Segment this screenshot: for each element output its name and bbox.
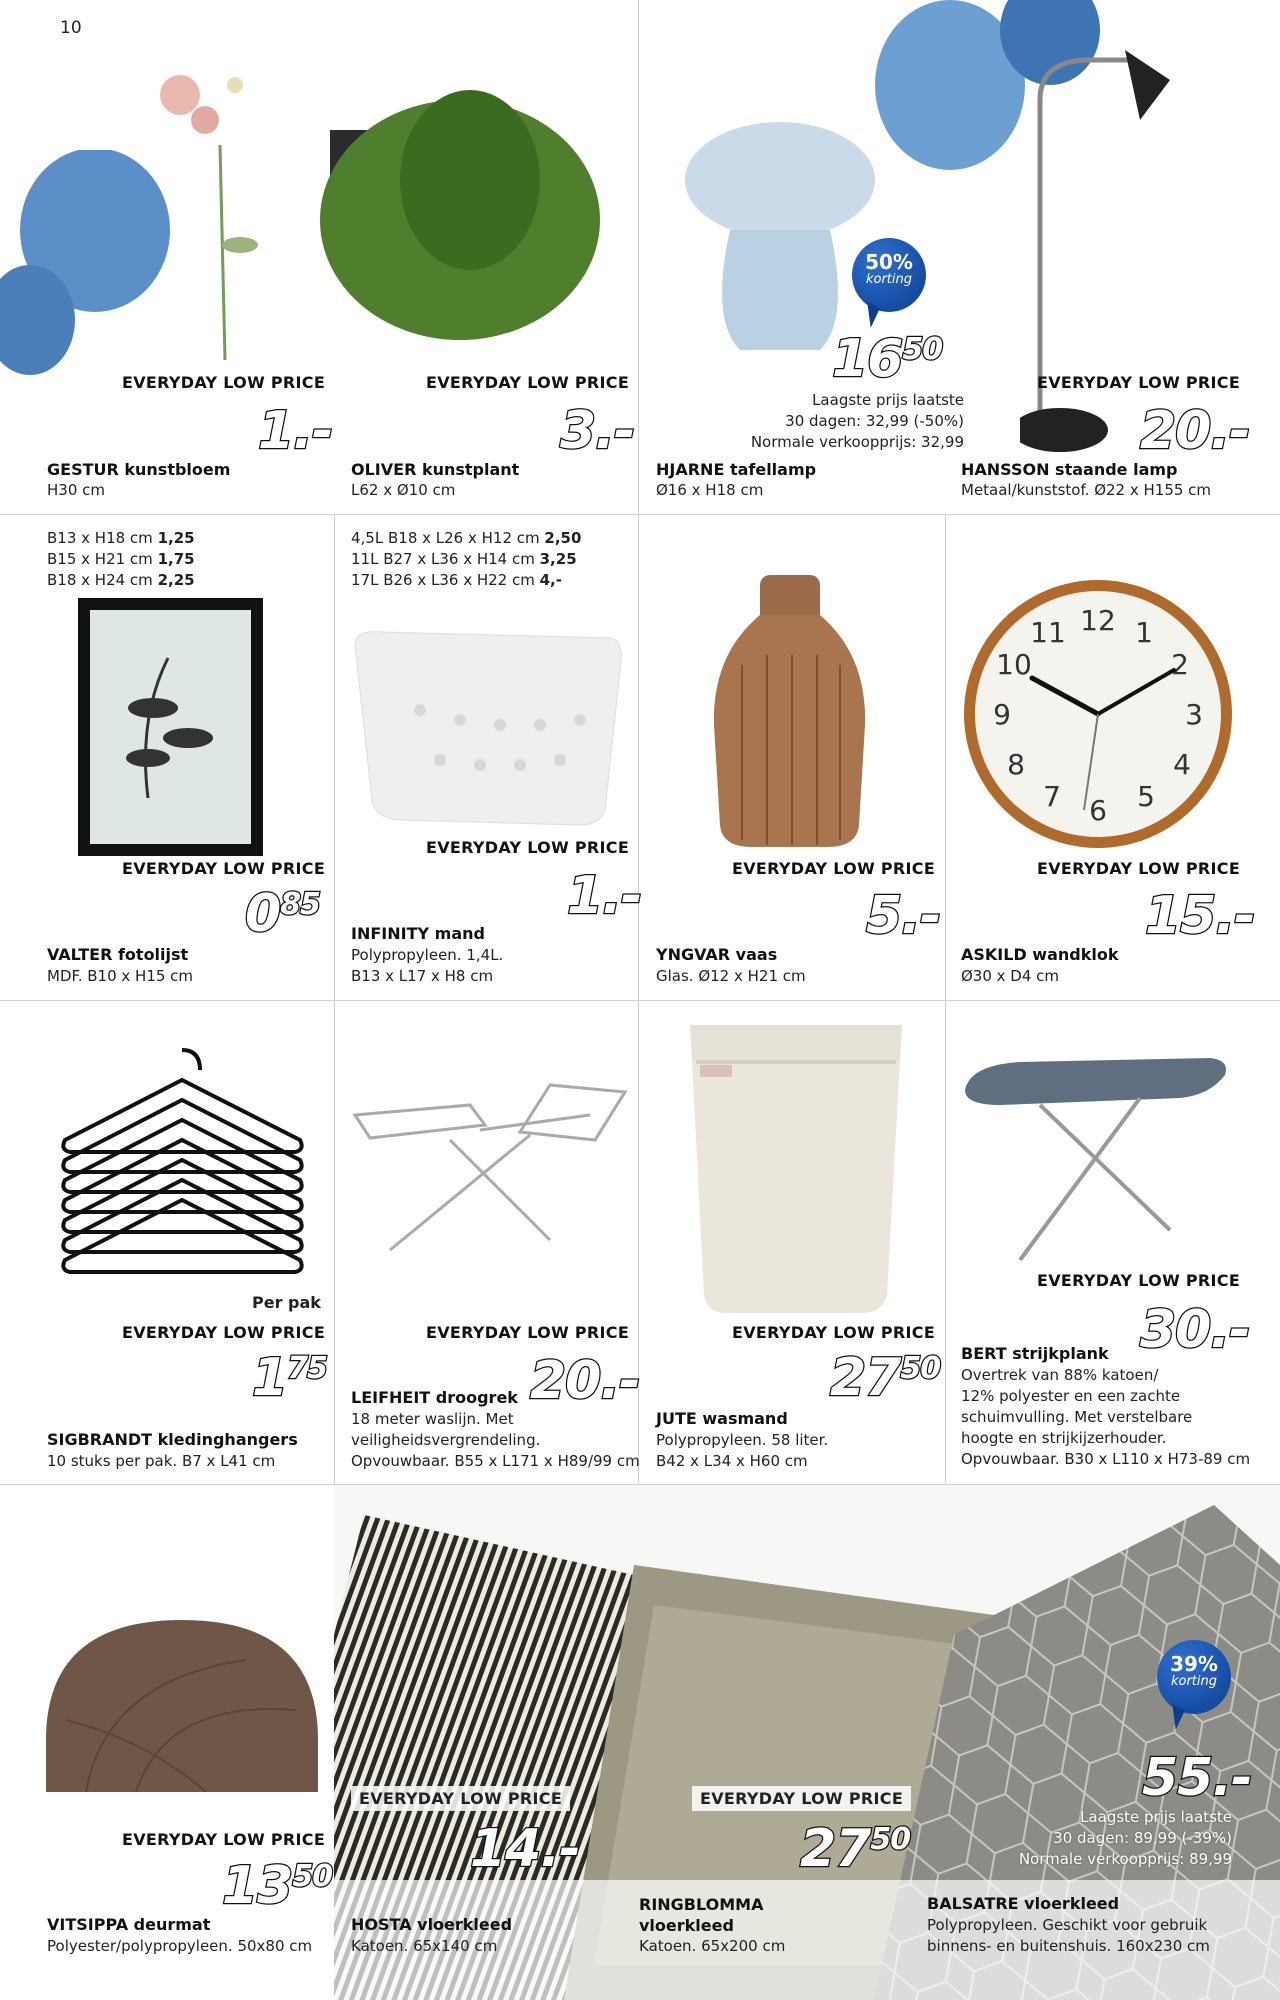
divider	[0, 514, 1280, 515]
product-description: Polyester/polypropyleen. 50x80 cm	[47, 1937, 313, 1955]
product-name: HOSTA vloerkleed	[351, 1915, 513, 1934]
everyday-low-price-label: EVERYDAY LOW PRICE	[426, 1323, 630, 1342]
everyday-low-price-label: EVERYDAY LOW PRICE	[1037, 859, 1241, 878]
artificial-flower-image	[135, 65, 265, 365]
price: 1.-	[258, 401, 333, 461]
product-description: Katoen. 65x200 cm	[639, 1937, 786, 1955]
discount-badge: 39% korting	[1157, 1640, 1231, 1714]
product-name: VALTER fotolijst	[47, 945, 189, 964]
product-description: Polypropyleen. 58 liter. B42 x L34 x H60 cm	[656, 1431, 829, 1470]
svg-text:2: 2	[1171, 648, 1189, 681]
everyday-low-price-label: EVERYDAY LOW PRICE	[122, 859, 326, 878]
everyday-low-price-label: EVERYDAY LOW PRICE	[426, 373, 630, 392]
laundry-basket-image	[682, 1025, 907, 1315]
everyday-low-price-label: EVERYDAY LOW PRICE	[351, 1786, 570, 1811]
price: $1^{75}$	[252, 1348, 327, 1408]
svg-text:4: 4	[1173, 748, 1191, 781]
everyday-low-price-label: EVERYDAY LOW PRICE	[692, 1786, 911, 1811]
product-description: Metaal/kunststof. Ø22 x H155 cm	[961, 481, 1212, 499]
product-name: HJARNE tafellamp	[656, 460, 817, 479]
clothes-hangers-image	[60, 1040, 305, 1290]
product-description: Overtrek van 88% katoen/ 12% polyester en een zachte schuimvulling. Met verstelbare hoogte en strijkijzerhouder. Opvouwbaar. B30 x L110 x H73-89 cm	[961, 1366, 1251, 1468]
divider	[0, 1000, 1280, 1001]
svg-text:9: 9	[993, 698, 1011, 731]
product-name: LEIFHEIT droogrek	[351, 1388, 518, 1407]
product-description: 18 meter waslijn. Met veiligheidsvergrendeling. Opvouwbaar. B55 x L171 x H89/99 cm	[351, 1410, 640, 1470]
price: $13^{50}$	[222, 1856, 333, 1916]
product-name: VITSIPPA deurmat	[47, 1915, 211, 1934]
ironing-board-image	[960, 1050, 1235, 1270]
product-description: Polypropyleen. 1,4L. B13 x L17 x H8 cm	[351, 946, 504, 985]
price: 1.-	[567, 866, 642, 926]
product-name: RINGBLOMMA vloerkleed	[639, 1895, 764, 1935]
product-description: L62 x Ø10 cm	[351, 481, 456, 499]
product-description: MDF. B10 x H15 cm	[47, 967, 194, 985]
divider	[638, 0, 639, 514]
everyday-low-price-label: EVERYDAY LOW PRICE	[122, 1830, 326, 1849]
vase-image	[712, 575, 867, 850]
price: 20.-	[530, 1351, 640, 1411]
product-description: Glas. Ø12 x H21 cm	[656, 967, 806, 985]
product-name: HANSSON staande lamp	[961, 460, 1178, 479]
storage-basket-image	[350, 630, 625, 830]
everyday-low-price-label: EVERYDAY LOW PRICE	[122, 373, 326, 392]
divider	[638, 514, 639, 1484]
size-price-list: B13 x H18 cm 1,25 B15 x H21 cm 1,75 B18 x H24 cm 2,25	[47, 529, 195, 589]
product-name: BERT strijkplank	[961, 1344, 1109, 1363]
discount-badge: 50% korting	[852, 238, 926, 312]
price: 30.-	[1140, 1300, 1250, 1360]
svg-text:3: 3	[1185, 698, 1203, 731]
everyday-low-price-label: EVERYDAY LOW PRICE	[122, 1323, 326, 1342]
artificial-plant-image	[310, 50, 620, 360]
price: $27^{50}$	[800, 1819, 911, 1879]
svg-text:12: 12	[1080, 604, 1116, 637]
everyday-low-price-label: EVERYDAY LOW PRICE	[732, 1323, 936, 1342]
svg-text:11: 11	[1030, 616, 1066, 649]
product-name: BALSATRE vloerkleed	[927, 1894, 1120, 1913]
price: $0^{85}$	[245, 884, 320, 944]
everyday-low-price-label: EVERYDAY LOW PRICE	[1037, 373, 1241, 392]
doormat-image	[46, 1620, 318, 1792]
product-name: GESTUR kunstbloem	[47, 460, 231, 479]
product-description: Ø30 x D4 cm	[961, 967, 1060, 985]
price-note: Laagste prijs laatste 30 dagen: 89,99 (-39%) Normale verkoopprijs: 89,99	[1018, 1808, 1232, 1868]
drying-rack-image	[350, 1080, 630, 1260]
per-pack-label: Per pak	[252, 1293, 321, 1312]
everyday-low-price-label: EVERYDAY LOW PRICE	[1037, 1271, 1241, 1290]
svg-text:7: 7	[1043, 780, 1061, 813]
everyday-low-price-label: EVERYDAY LOW PRICE	[426, 838, 630, 857]
svg-text:10: 10	[996, 648, 1032, 681]
product-name: SIGBRANDT kledinghangers	[47, 1430, 298, 1449]
product-name: JUTE wasmand	[656, 1409, 788, 1428]
photo-frame-image	[78, 598, 263, 856]
product-description: Ø16 x H18 cm	[656, 481, 764, 499]
floor-lamp-image	[1020, 40, 1180, 460]
product-description: 10 stuks per pak. B7 x L41 cm	[47, 1452, 276, 1470]
product-description: H30 cm	[47, 481, 105, 499]
price: 20.-	[1140, 401, 1250, 461]
everyday-low-price-label: EVERYDAY LOW PRICE	[732, 859, 936, 878]
product-name: OLIVER kunstplant	[351, 460, 520, 479]
svg-text:5: 5	[1137, 780, 1155, 813]
product-description: Katoen. 65x140 cm	[351, 1937, 498, 1955]
svg-text:1: 1	[1135, 616, 1153, 649]
price: 55.-	[1142, 1748, 1252, 1808]
price: $16^{50}$	[832, 329, 943, 389]
svg-text:8: 8	[1007, 748, 1025, 781]
price: 15.-	[1145, 886, 1255, 946]
svg-text:6: 6	[1089, 794, 1107, 827]
page-number: 10	[60, 18, 82, 38]
price: 3.-	[560, 401, 635, 461]
divider	[945, 514, 946, 1484]
wall-clock-image	[962, 578, 1234, 850]
price-note: Laagste prijs laatste 30 dagen: 32,99 (-50%) Normale verkoopprijs: 32,99	[750, 391, 964, 451]
price: 14.-	[470, 1819, 580, 1879]
price: $27^{50}$	[830, 1348, 941, 1408]
product-description: Polypropyleen. Geschikt voor gebruik binnens- en buitenshuis. 160x230 cm	[927, 1916, 1210, 1955]
price: 5.-	[866, 886, 941, 946]
product-name: YNGVAR vaas	[656, 945, 778, 964]
product-name: INFINITY mand	[351, 924, 485, 943]
size-price-list: 4,5L B18 x L26 x H12 cm 2,50 11L B27 x L36 x H14 cm 3,25 17L B26 x L36 x H22 cm 4,-	[351, 529, 582, 589]
product-name: ASKILD wandklok	[961, 945, 1119, 964]
